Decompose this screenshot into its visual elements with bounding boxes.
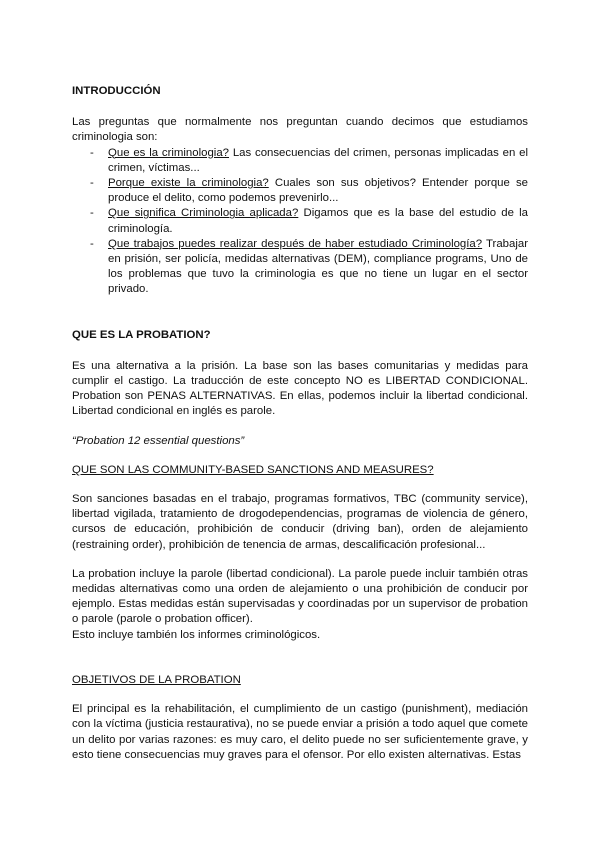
question-text: Que significa Criminologia aplicada? bbox=[108, 207, 299, 220]
intro-question-list bbox=[72, 146, 528, 298]
community-heading: QUE SON LAS COMMUNITY-BASED SANCTIONS AND MEASURES? bbox=[72, 463, 434, 476]
probation-heading: QUE ES LA PROBATION? bbox=[72, 328, 211, 341]
objetivos-paragraph: El principal es la rehabilitación, el cumplimiento de un castigo (punishment), mediación con la víctima (justicia restaurativa), no se puede enviar a prisión a todo aquel que comete un delito por varias razones: es muy caro, el delito puede no ser suficientemente grave, y esto tiene consecuencias muy graves para el ofensor. Por ello existen alternativas. Estas bbox=[72, 703, 528, 761]
answer-text: Trabajar en prisión, ser policía, medidas alternativas (DEM), compliance programs, Uno de los problemas que tuvo la criminologia es que no tiene un lugar en el sector privado. bbox=[108, 237, 528, 296]
answer-text: Digamos que es la base del estudio de la criminología. bbox=[108, 207, 528, 235]
intro-lead: Las preguntas que normalmente nos preguntan cuando decimos que estudiamos criminologia son: bbox=[72, 116, 528, 144]
question-text: Que es la criminologia? bbox=[108, 146, 229, 159]
list-item bbox=[90, 176, 528, 206]
list-item bbox=[90, 237, 528, 298]
probation-paragraph: Es una alternativa a la prisión. La base son las bases comunitarias y medidas para cumplir el castigo. La traducción de este concepto NO es LIBERTAD CONDICIONAL. Probation son PENAS ALTERNATIVAS. En ellas, podemos incluir la libertad condicional. Libertad condicional en inglés es parole. bbox=[72, 359, 528, 418]
community-paragraph-1: Son sanciones basadas en el trabajo, programas formativos, TBC (community service), libertad vigilada, tratamiento de drogodependencias, programas de violencia de género, cursos de educación, prohibición de conducir (driving ban), orden de alejamiento (restraining order), prohibición de tenencia de armas, descalificación profesional... bbox=[72, 493, 528, 551]
answer-text: Las consecuencias del crimen, personas implicadas en el crimen, víctimas... bbox=[108, 146, 528, 174]
list-item bbox=[90, 146, 528, 176]
intro-heading: INTRODUCCIÓN bbox=[72, 85, 161, 97]
objetivos-heading: OBJETIVOS DE LA PROBATION bbox=[72, 673, 241, 686]
probation-quote: “Probation 12 essential questions” bbox=[72, 434, 245, 447]
question-text: Que trabajos puedes realizar después de haber estudiado Criminología? bbox=[108, 237, 483, 250]
list-item bbox=[90, 206, 528, 236]
document-page bbox=[72, 84, 528, 763]
community-paragraph-2: La probation incluye la parole (libertad condicional). La parole puede incluir también otras medidas alternativas como una orden de alejamiento o una prohibición de conducir por ejemplo. Estas medidas están supervisadas y coordinadas por un supervisor de probation o parole (parole o probation officer). bbox=[72, 567, 528, 626]
question-text: Porque existe la criminologia? bbox=[108, 177, 269, 190]
answer-text: Cuales son sus objetivos? Entender porque se produce el delito, como podemos prevenirlo... bbox=[108, 177, 528, 205]
community-paragraph-3: Esto incluye también los informes criminológicos. bbox=[72, 628, 321, 641]
